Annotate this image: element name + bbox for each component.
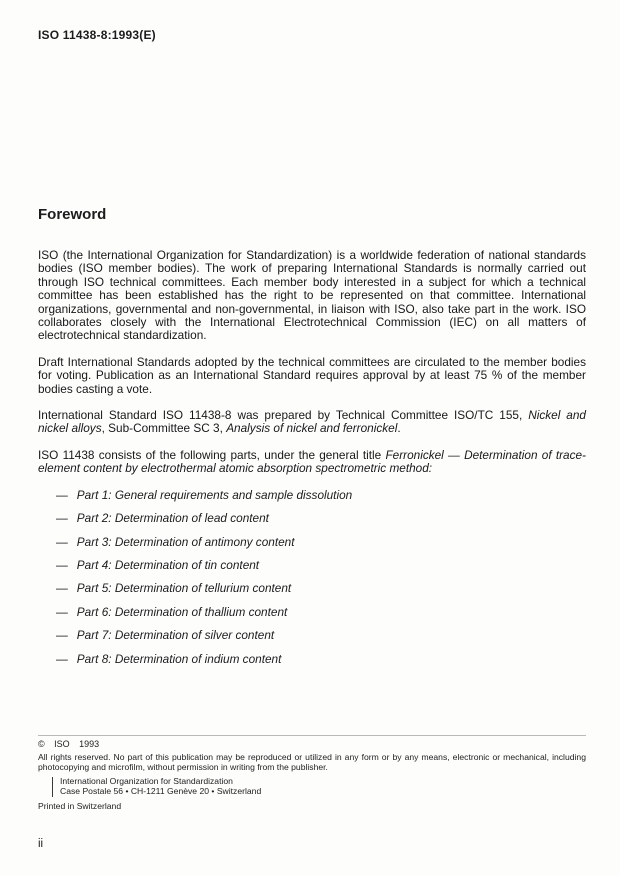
publisher-address: Case Postale 56 • CH-1211 Genève 20 • Switzerland — [60, 786, 262, 797]
list-dash: — — [56, 628, 68, 643]
foreword-paragraph-3 — [38, 409, 586, 436]
list-dash: — — [56, 581, 68, 596]
publisher-address-block — [52, 777, 586, 797]
para3-committee-name: Nickel and nickel alloys — [38, 408, 586, 436]
list-item — [56, 489, 586, 502]
list-item — [56, 653, 586, 666]
list-item — [56, 629, 586, 642]
part-title: Part 1: General requirements and sample dissolution — [76, 487, 353, 502]
publisher-name: International Organization for Standardization — [60, 776, 233, 787]
para3-text-2: , Sub-Committee SC 3, — [101, 421, 227, 436]
list-item — [56, 559, 586, 572]
copyright-block — [38, 735, 586, 812]
foreword-section — [38, 206, 586, 676]
list-dash: — — [56, 557, 68, 572]
parts-list — [38, 489, 586, 666]
part-title: Part 3: Determination of antimony content — [76, 534, 295, 549]
part-title: Part 8: Determination of indium content — [76, 651, 282, 666]
foreword-paragraph-1: ISO (the International Organization for Standardization) is a worldwide federation of national standards bodies (ISO member bodies). The work of preparing International Standards is normally carried out through ISO technical committees. Each member body interested in a subject for which a technical committee has been established has the right to be represented on that committee. International organizations, governmental and non-governmental, in liaison with ISO, also take part in the work. ISO collaborates closely with the International Electrotechnical Commission (IEC) on all matters of electrotechnical standardization. — [38, 248, 586, 343]
list-dash: — — [56, 487, 68, 502]
list-item — [56, 606, 586, 619]
doc-id-header: ISO 11438-8:1993(E) — [38, 28, 156, 42]
para3-subcommittee-name: Analysis of nickel and ferronickel — [226, 421, 398, 436]
para4-series-title: Ferronickel — Determination of trace-element content by electrothermal atomic absorption spectrometric method: — [38, 447, 586, 476]
para3-text: International Standard ISO 11438-8 was prepared by Technical Committee ISO/TC 155, — [38, 408, 529, 423]
part-title: Part 2: Determination of lead content — [76, 511, 269, 526]
foreword-paragraph-4 — [38, 449, 586, 476]
list-dash: — — [56, 534, 68, 549]
foreword-heading: Foreword — [38, 206, 107, 223]
para3-text-3: . — [397, 421, 401, 436]
part-title: Part 7: Determination of silver content — [76, 628, 275, 643]
list-dash: — — [56, 604, 68, 619]
list-item — [56, 512, 586, 525]
page-number: ii — [38, 838, 44, 850]
para4-text: ISO 11438 consists of the following parts, under the general title — [38, 447, 386, 462]
list-dash: — — [56, 651, 68, 666]
rights-statement: All rights reserved. No part of this publication may be reproduced or utilized in any form or by any means, electronic or mechanical, including photocopying and microfilm, without permission in writing from the publisher. — [38, 751, 586, 772]
list-item — [56, 536, 586, 549]
list-dash: — — [56, 511, 68, 526]
copyright-notice: © ISO 1993 — [38, 735, 586, 750]
foreword-paragraph-2: Draft International Standards adopted by the technical committees are circulated to the member bodies for voting. Publication as an International Standard requires approval by at least 75 % of the member bodies casting a vote. — [38, 354, 586, 396]
list-item — [56, 582, 586, 595]
part-title: Part 4: Determination of tin content — [76, 557, 260, 572]
part-title: Part 5: Determination of tellurium content — [76, 581, 292, 596]
part-title: Part 6: Determination of thallium content — [76, 604, 288, 619]
printed-in-line: Printed in Switzerland — [38, 800, 122, 811]
